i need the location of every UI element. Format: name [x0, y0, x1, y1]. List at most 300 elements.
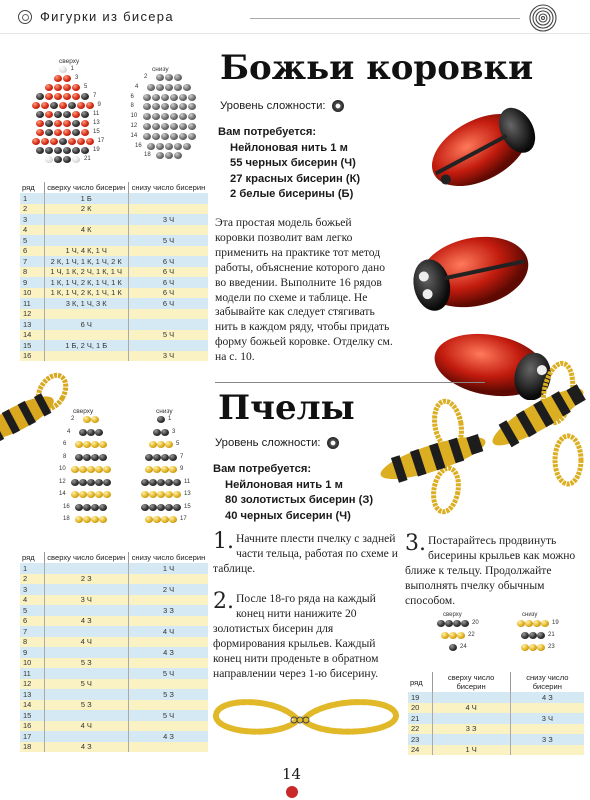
- bead: [63, 120, 71, 127]
- bead: [79, 429, 87, 436]
- bead: [153, 466, 161, 473]
- bead: [153, 429, 161, 436]
- cell-bottom-count: 6 Ч: [128, 288, 208, 299]
- cell-top-count: [432, 692, 510, 703]
- bead: [188, 123, 196, 130]
- bead: [156, 74, 164, 81]
- bead: [453, 620, 461, 627]
- diagram-row-number: 3: [75, 75, 79, 81]
- page-marker-icon: [286, 786, 298, 798]
- diagram-top-label: сверху: [59, 58, 80, 65]
- bead: [99, 504, 107, 511]
- cell-bottom-count: [510, 745, 584, 756]
- bead: [50, 102, 58, 109]
- cell-row-number: 3: [20, 214, 44, 225]
- cell-row-number: 18: [20, 742, 44, 753]
- diagram-row-number: 9: [180, 466, 184, 472]
- cell-bottom-count: 1 Ч: [128, 563, 208, 574]
- bead: [152, 133, 160, 140]
- ladybug-title: Божьи коровки: [220, 48, 534, 88]
- table-row: [20, 574, 208, 585]
- diagram-row-number: 1: [70, 66, 74, 72]
- bee-bottom-diagram: [138, 408, 198, 532]
- cell-bottom-count: [128, 742, 208, 753]
- cell-row-number: 14: [20, 330, 44, 341]
- bead: [157, 416, 165, 423]
- bead: [63, 147, 71, 154]
- cell-bottom-count: [128, 637, 208, 648]
- cell-bottom-count: [128, 616, 208, 627]
- bead: [525, 620, 533, 627]
- cell-top-count: 4 З: [44, 616, 128, 627]
- bead: [153, 454, 161, 461]
- diagram-row-number: 16: [63, 503, 70, 510]
- cell-bottom-count: 6 Ч: [128, 298, 208, 309]
- cell-bottom-count: [128, 658, 208, 669]
- bead: [83, 441, 91, 448]
- cell-top-count: 3 К, 1 Ч, 3 К: [44, 298, 128, 309]
- bead: [103, 491, 111, 498]
- bead: [173, 504, 181, 511]
- bead: [179, 94, 187, 101]
- cell-top-count: 5 З: [44, 658, 128, 669]
- cell-bottom-count: [128, 700, 208, 711]
- diagram-row-number: 5: [84, 84, 88, 90]
- cell-top-count: [432, 734, 510, 745]
- cell-top-count: [44, 731, 128, 742]
- bead: [152, 123, 160, 130]
- bead: [141, 491, 149, 498]
- bead: [183, 143, 191, 150]
- table-row: [20, 647, 208, 658]
- ladybug-table: [20, 182, 208, 361]
- bead: [45, 156, 53, 163]
- diagram-row-number: 13: [93, 120, 100, 126]
- cell-top-count: [44, 605, 128, 616]
- bead: [79, 491, 87, 498]
- difficulty-label: Уровень сложности:: [215, 437, 321, 449]
- cell-row-number: 16: [20, 351, 44, 362]
- diagram-row-number: 2: [71, 416, 75, 422]
- bead: [161, 123, 169, 130]
- bead: [165, 84, 173, 91]
- bead: [147, 143, 155, 150]
- table-header-row: [408, 672, 584, 692]
- bead: [41, 138, 49, 145]
- bead: [59, 66, 67, 73]
- table-row: [20, 637, 208, 648]
- table-row: [20, 246, 208, 257]
- bead: [54, 147, 62, 154]
- cell-top-count: 1 Б, 2 Ч, 1 Б: [44, 340, 128, 351]
- col-header-row: ряд: [20, 552, 44, 563]
- table-row: [408, 703, 584, 714]
- cell-top-count: 4 З: [44, 742, 128, 753]
- diagram-row-number: 17: [180, 516, 187, 522]
- cell-bottom-count: 5 Ч: [128, 235, 208, 246]
- bead: [95, 491, 103, 498]
- cell-top-count: 4 Ч: [44, 637, 128, 648]
- bead: [173, 479, 181, 486]
- table-row: [20, 668, 208, 679]
- bead: [45, 147, 53, 154]
- cell-top-count: 4 Ч: [44, 721, 128, 732]
- cell-row-number: 12: [20, 679, 44, 690]
- bead: [75, 441, 83, 448]
- bead: [54, 120, 62, 127]
- bead: [169, 454, 177, 461]
- col-header-top: сверху число бисерин: [432, 672, 510, 692]
- cell-bottom-count: 6 Ч: [128, 256, 208, 267]
- cell-top-count: [44, 710, 128, 721]
- table-row: [20, 351, 208, 362]
- cell-row-number: 22: [408, 724, 432, 735]
- cell-row-number: 20: [408, 703, 432, 714]
- table-row: [20, 225, 208, 236]
- table-header-row: [20, 182, 208, 193]
- bead: [170, 94, 178, 101]
- bead: [170, 133, 178, 140]
- ladybug-difficulty: [220, 100, 344, 112]
- bee-title: Пчелы: [218, 388, 355, 428]
- cell-bottom-count: 4 З: [510, 692, 584, 703]
- bead: [157, 441, 165, 448]
- diagram-row-number: 21: [84, 156, 91, 162]
- diagram-bottom-label: снизу: [156, 408, 173, 415]
- cell-row-number: 11: [20, 668, 44, 679]
- bead: [63, 129, 71, 136]
- bead: [143, 94, 151, 101]
- diagram-row-number: 24: [460, 644, 467, 650]
- table-row: [20, 584, 208, 595]
- cell-row-number: 4: [20, 595, 44, 606]
- diagram-row-number: 10: [59, 466, 66, 472]
- cell-bottom-count: [128, 721, 208, 732]
- cell-row-number: 1: [20, 193, 44, 204]
- cell-row-number: 8: [20, 637, 44, 648]
- cell-row-number: 17: [20, 731, 44, 742]
- bead: [179, 113, 187, 120]
- bead: [183, 84, 191, 91]
- cell-top-count: [44, 584, 128, 595]
- table-row: [20, 193, 208, 204]
- cell-top-count: [44, 235, 128, 246]
- table-row: [20, 710, 208, 721]
- need-label: Вам потребуется:: [218, 126, 317, 138]
- ladybug-bottom-diagram: [124, 66, 209, 166]
- bead: [165, 491, 173, 498]
- cell-row-number: 7: [20, 626, 44, 637]
- diagram-row-number: 7: [180, 453, 184, 460]
- bead: [81, 120, 89, 127]
- col-header-bottom: снизу число бисерин: [128, 552, 208, 563]
- bead: [161, 454, 169, 461]
- diagram-bottom-label: снизу: [522, 612, 538, 618]
- bead: [521, 632, 529, 639]
- table-row: [20, 742, 208, 753]
- bead: [461, 620, 469, 627]
- bead: [170, 113, 178, 120]
- cell-top-count: [44, 351, 128, 362]
- table-row: [20, 214, 208, 225]
- bead: [161, 113, 169, 120]
- bead: [169, 466, 177, 473]
- bead: [149, 491, 157, 498]
- difficulty-label: Уровень сложности:: [220, 100, 326, 112]
- diagram-row-number: 7: [93, 93, 97, 99]
- diagram-row-number: 22: [468, 632, 475, 638]
- table-row: [408, 713, 584, 724]
- bead: [36, 120, 44, 127]
- bead: [91, 416, 99, 423]
- table-row: [20, 256, 208, 267]
- bead: [174, 84, 182, 91]
- cell-bottom-count: [128, 595, 208, 606]
- cell-row-number: 14: [20, 700, 44, 711]
- page-number: 14: [282, 765, 302, 783]
- cell-bottom-count: 3 Ч: [128, 214, 208, 225]
- bead: [170, 103, 178, 110]
- bead: [77, 102, 85, 109]
- diagram-row-number: 19: [552, 620, 559, 626]
- cell-top-count: 1 Ч, 4 К, 1 Ч: [44, 246, 128, 257]
- cell-bottom-count: 3 Ч: [510, 713, 584, 724]
- bead: [81, 93, 89, 100]
- bead: [445, 620, 453, 627]
- bead: [71, 479, 79, 486]
- table-row: [408, 734, 584, 745]
- bead: [521, 644, 529, 651]
- bead: [75, 504, 83, 511]
- cell-row-number: 16: [20, 721, 44, 732]
- table-row: [20, 298, 208, 309]
- bead: [165, 152, 173, 159]
- diagram-top-label: сверху: [73, 408, 94, 415]
- diagram-bottom-label: снизу: [152, 66, 169, 73]
- bead: [83, 516, 91, 523]
- diagram-row-number: 16: [135, 142, 142, 149]
- bead: [32, 102, 40, 109]
- bead: [79, 466, 87, 473]
- col-header-top: сверху число бисерин: [44, 182, 128, 193]
- bead: [54, 75, 62, 82]
- header-divider: [250, 18, 520, 19]
- page-header: [0, 0, 590, 34]
- cell-top-count: [44, 668, 128, 679]
- table-row: [20, 700, 208, 711]
- bead: [86, 138, 94, 145]
- cell-top-count: 4 Ч: [432, 703, 510, 714]
- table-row: [408, 724, 584, 735]
- bead: [86, 102, 94, 109]
- bead: [188, 103, 196, 110]
- bead: [449, 644, 457, 651]
- diagram-row-number: 13: [184, 491, 191, 497]
- bead: [91, 454, 99, 461]
- cell-top-count: [44, 689, 128, 700]
- table-row: [20, 340, 208, 351]
- cell-row-number: 10: [20, 288, 44, 299]
- bead: [170, 123, 178, 130]
- diagram-row-number: 14: [130, 132, 138, 139]
- step-3: [405, 531, 583, 609]
- bead: [68, 102, 76, 109]
- bead: [152, 103, 160, 110]
- cell-bottom-count: 3 Ч: [128, 351, 208, 362]
- bead: [83, 454, 91, 461]
- cell-row-number: 4: [20, 225, 44, 236]
- table-row: [20, 563, 208, 574]
- bee-photo-right: [368, 355, 590, 523]
- diagram-row-number: 6: [130, 93, 134, 100]
- bead: [149, 441, 157, 448]
- bead: [141, 504, 149, 511]
- cell-row-number: 10: [20, 658, 44, 669]
- bead: [81, 147, 89, 154]
- cell-bottom-count: 5 З: [128, 689, 208, 700]
- cell-bottom-count: [128, 204, 208, 215]
- ladybug-description: Эта простая модель божьей коровки позволит вам легко применить на практике тот метод работы, объяснение которого дано во введении. Выполните 16 рядов модели по схеме и таблице. Не забывайте как следует стягивать нить в каждом ряду, чтобы придать форму божьей коровке. Отделку см. на с. 10.: [215, 216, 393, 364]
- bead: [99, 441, 107, 448]
- bead: [63, 75, 71, 82]
- bead: [457, 632, 465, 639]
- cell-row-number: 1: [20, 563, 44, 574]
- step-number: 2.: [213, 589, 234, 614]
- table-row: [20, 658, 208, 669]
- cell-bottom-count: 4 З: [128, 647, 208, 658]
- diagram-row-number: 10: [130, 113, 138, 120]
- bee-table: [20, 552, 208, 752]
- table-row: [20, 267, 208, 278]
- bead: [161, 466, 169, 473]
- bee-table-2: [408, 672, 584, 755]
- cell-row-number: 23: [408, 734, 432, 745]
- bead: [32, 138, 40, 145]
- bead: [59, 102, 67, 109]
- bead: [54, 84, 62, 91]
- bead: [161, 516, 169, 523]
- diagram-row-number: 4: [135, 83, 139, 90]
- cell-bottom-count: [128, 246, 208, 257]
- bead: [161, 133, 169, 140]
- bead: [72, 156, 80, 163]
- col-header-bottom: снизу число бисерин: [510, 672, 584, 692]
- cell-bottom-count: 5 Ч: [128, 330, 208, 341]
- col-header-bottom: снизу число бисерин: [128, 182, 208, 193]
- cell-bottom-count: [128, 574, 208, 585]
- wing-diagram: [208, 695, 403, 745]
- cell-bottom-count: [510, 703, 584, 714]
- cell-bottom-count: 4 Ч: [128, 626, 208, 637]
- bead: [99, 454, 107, 461]
- spiral-icon: [528, 3, 558, 33]
- circle-bullet-icon: [18, 10, 32, 24]
- diagram-top-label: сверху: [443, 612, 462, 618]
- bead: [161, 103, 169, 110]
- diagram-row-number: 6: [63, 441, 67, 447]
- bead: [529, 644, 537, 651]
- table-row: [20, 679, 208, 690]
- bead: [59, 138, 67, 145]
- cell-top-count: 1 Б: [44, 193, 128, 204]
- bead: [72, 111, 80, 118]
- bead: [179, 133, 187, 140]
- ladybug-top-diagram: [20, 58, 120, 168]
- cell-row-number: 21: [408, 713, 432, 724]
- bead: [71, 491, 79, 498]
- bead: [63, 93, 71, 100]
- cell-bottom-count: 3 З: [510, 734, 584, 745]
- cell-row-number: 12: [20, 309, 44, 320]
- cell-top-count: 1 Ч, 1 К, 2 Ч, 1 К, 1 Ч: [44, 267, 128, 278]
- table-row: [20, 616, 208, 627]
- diagram-row-number: 12: [130, 123, 138, 129]
- diagram-row-number: 11: [184, 478, 191, 485]
- table-row: [20, 689, 208, 700]
- cell-row-number: 19: [408, 692, 432, 703]
- diagram-row-number: 3: [172, 428, 176, 435]
- diagram-row-number: 8: [63, 453, 67, 460]
- bead: [54, 93, 62, 100]
- cell-row-number: 2: [20, 574, 44, 585]
- bead: [537, 644, 545, 651]
- material-item: 27 красных бисерин (К): [230, 172, 361, 185]
- bead: [36, 93, 44, 100]
- col-header-row: ряд: [408, 672, 432, 692]
- difficulty-icon: [332, 100, 344, 112]
- table-row: [20, 204, 208, 215]
- bead: [91, 441, 99, 448]
- cell-bottom-count: [128, 193, 208, 204]
- table-row: [20, 309, 208, 320]
- table-row: [20, 721, 208, 732]
- table-row: [20, 605, 208, 616]
- bead: [54, 156, 62, 163]
- bead: [72, 129, 80, 136]
- bead: [79, 479, 87, 486]
- bead: [45, 84, 53, 91]
- bead: [188, 133, 196, 140]
- cell-row-number: 13: [20, 319, 44, 330]
- cell-row-number: 2: [20, 204, 44, 215]
- bead: [91, 504, 99, 511]
- cell-top-count: 2 З: [44, 574, 128, 585]
- diagram-row-number: 15: [184, 503, 191, 510]
- col-header-top: сверху число бисерин: [44, 552, 128, 563]
- bead: [72, 147, 80, 154]
- bead: [165, 74, 173, 81]
- difficulty-icon: [327, 437, 339, 449]
- cell-bottom-count: 3 З: [128, 605, 208, 616]
- ladybug-materials: [218, 125, 360, 203]
- bead: [75, 516, 83, 523]
- cell-row-number: 8: [20, 267, 44, 278]
- cell-row-number: 15: [20, 340, 44, 351]
- cell-top-count: [44, 626, 128, 637]
- bead: [72, 84, 80, 91]
- materials-list: [218, 141, 360, 203]
- need-label: Вам потребуется:: [213, 463, 312, 475]
- bead: [95, 479, 103, 486]
- cell-row-number: 5: [20, 605, 44, 616]
- table-row: [408, 745, 584, 756]
- bead: [174, 152, 182, 159]
- table-row: [20, 235, 208, 246]
- bead: [157, 504, 165, 511]
- bead: [143, 113, 151, 120]
- bead: [63, 111, 71, 118]
- cell-bottom-count: [128, 309, 208, 320]
